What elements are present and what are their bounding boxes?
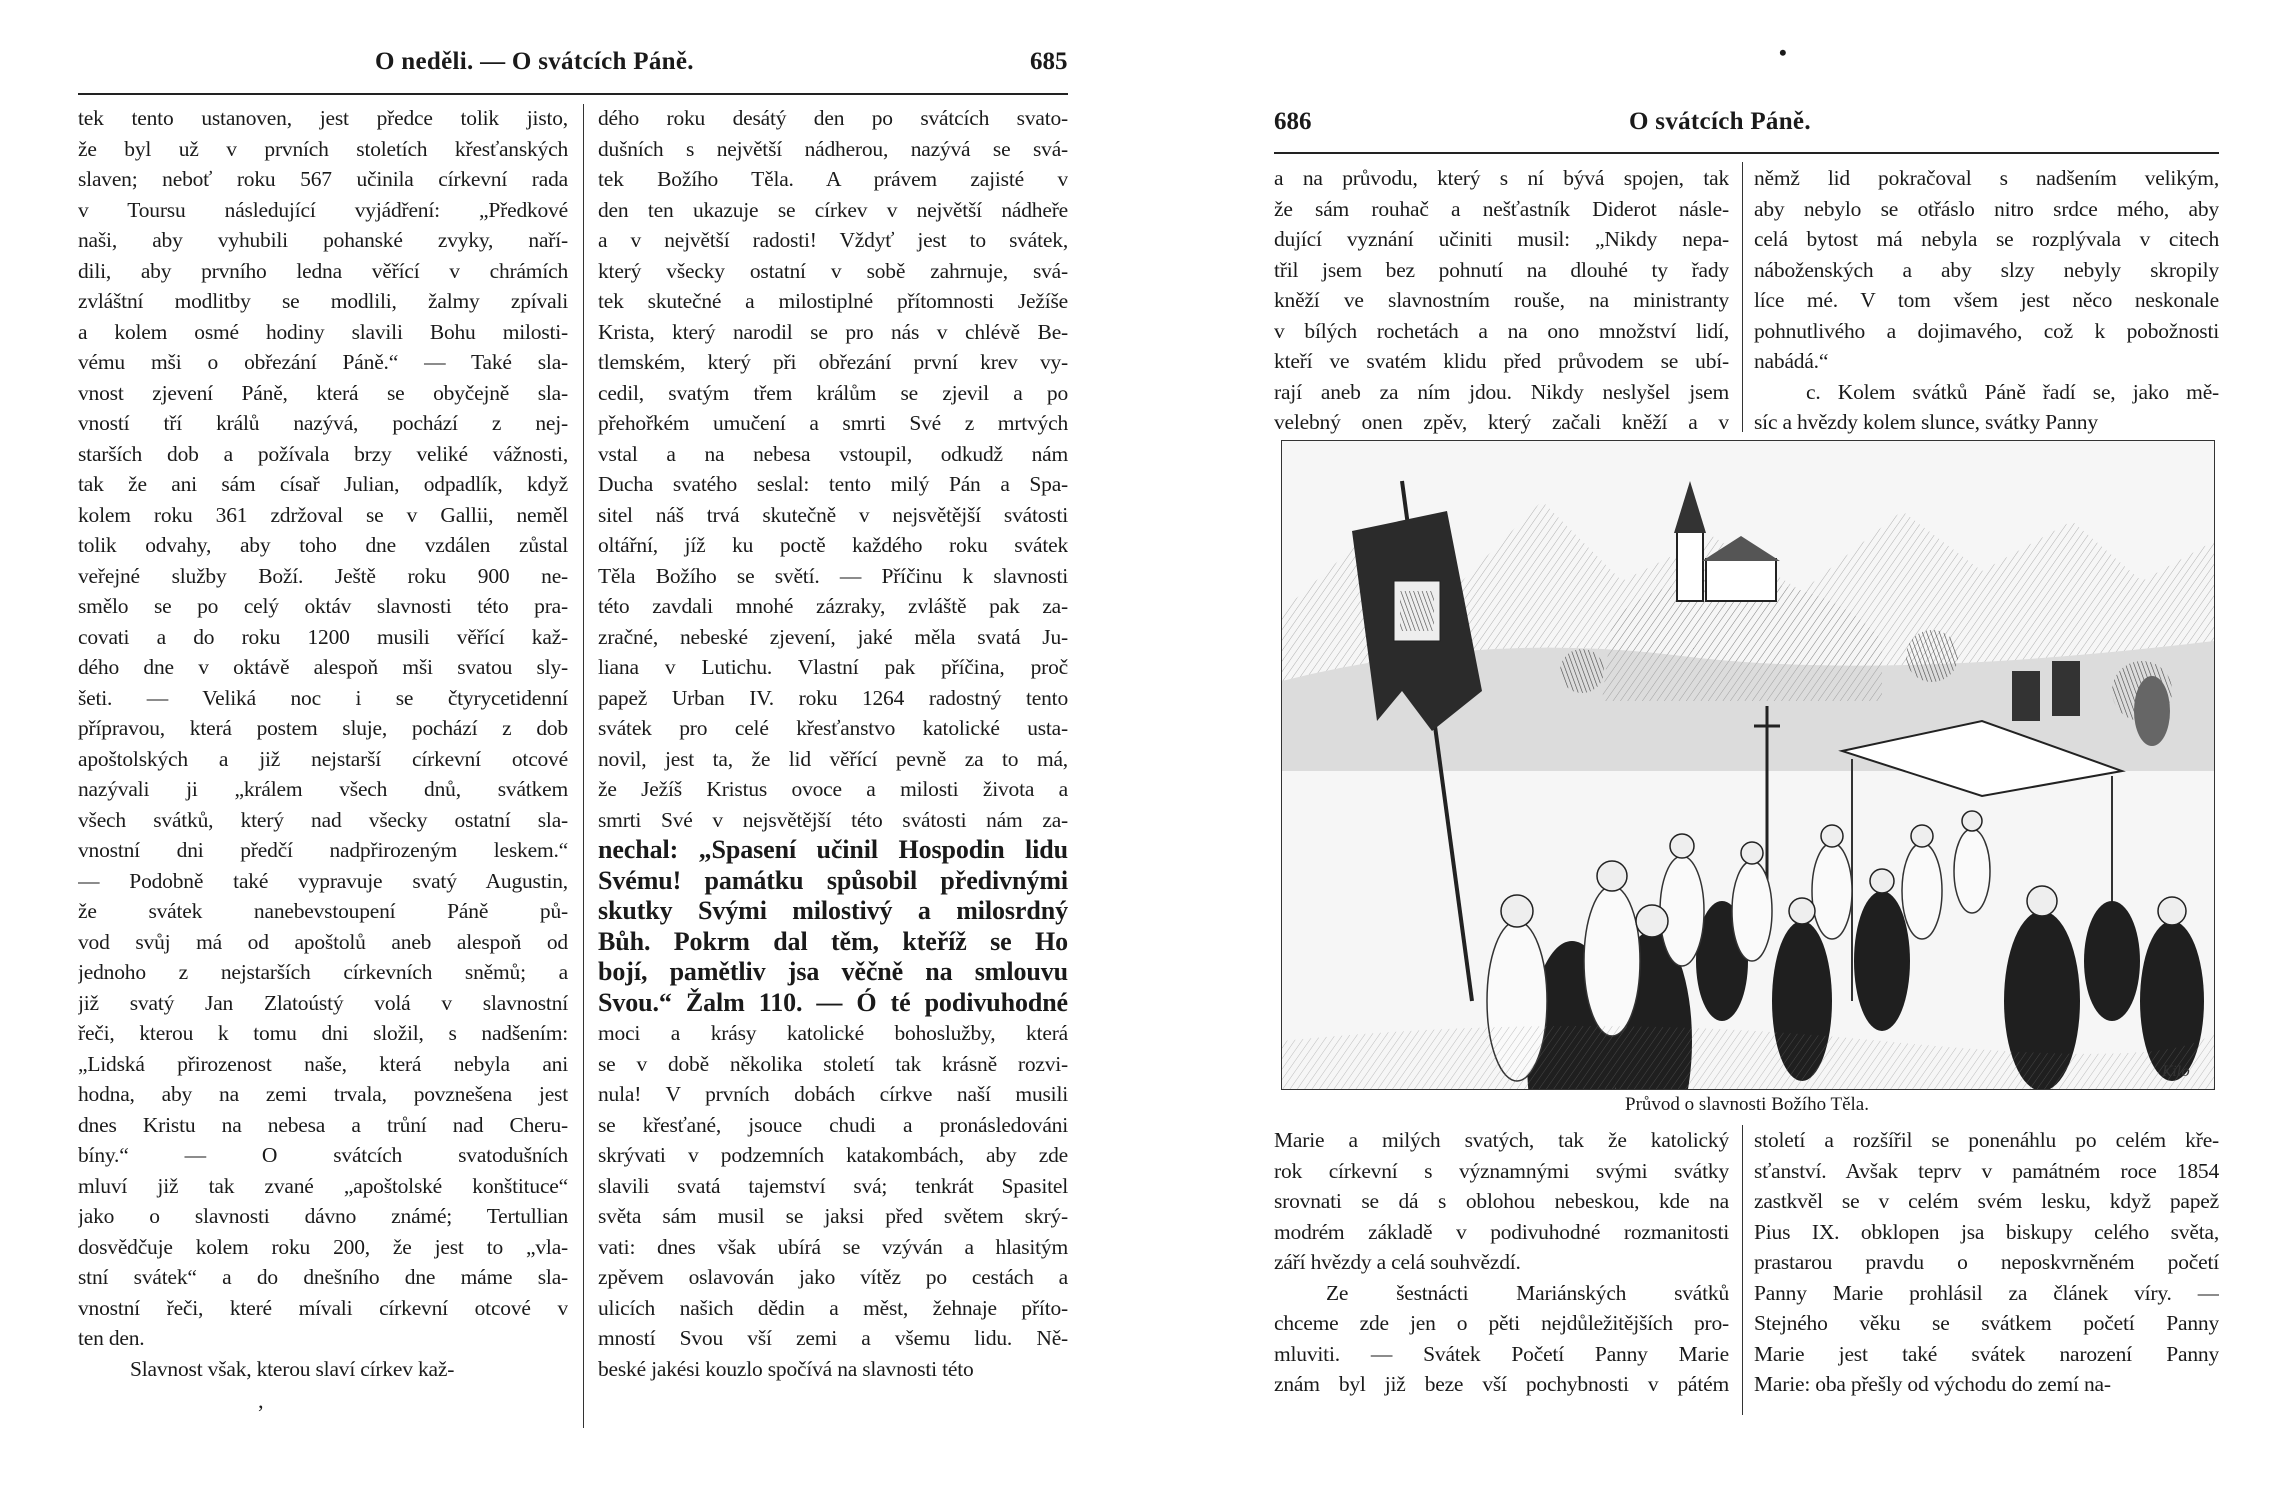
text-line: c. Kolem svátků Páně řadí se, jako mě- [1806, 379, 2219, 404]
text-line: němž lid pokračoval s nadšením velikým, [1754, 166, 2219, 190]
text-line: dého roku desátý den po svátcích svato- [598, 106, 1068, 130]
text-line: moci a krásy katolické bohoslužby, která [598, 1021, 1068, 1045]
text-line: vnostní dni předčí nadpřirozeným leskem.“ [78, 838, 568, 862]
text-line: se křesťané, jsouce chudi a pronásledováni [598, 1112, 1068, 1137]
text-line: Bůh. Pokrm dal těm, kteříž se Ho [598, 926, 1068, 956]
text-line: Svou.“ Žalm 110. — Ó té podivuhodné [598, 987, 1068, 1017]
text-line: skutky Svými milostivý a milosrdný [598, 896, 1068, 925]
text-line: v bílých rochetách a na ono množství lidí, [1274, 318, 1729, 343]
text-line: naši, aby vyhubili pohanské zvyky, naří- [78, 228, 568, 252]
text-line: tlemském, který při obřezání první krev vy- [598, 350, 1068, 374]
text-line: Těla Božího se světí. — Příčinu k slavnosti [598, 563, 1068, 588]
text-line: prastarou pravdu o neposkvrněném početí [1754, 1250, 2219, 1274]
text-line: tek Božího Těla. A právem zajisté v [598, 167, 1068, 191]
text-line: tek tento ustanoven, jest předce tolik jisto, [78, 106, 568, 130]
text-line: mností Svou vší zemi a všemu lidu. Ně- [598, 1326, 1068, 1350]
text-line: dující vyznání učiniti musil: „Nikdy nepa- [1274, 227, 1729, 251]
header-rule-right [1274, 152, 2219, 154]
text-line: mluví již tak zvané „apoštolské konštituce“ [78, 1173, 568, 1198]
text-line: zračné, nebeské zjevení, jaké měla svatá Ju- [598, 624, 1068, 649]
text-line: a na průvodu, který s ní bývá spojen, tak [1274, 166, 1729, 190]
text-line: kolem roku 361 zdržoval se v Gallii, neměl [78, 502, 568, 527]
text-line: který všecky ostatní v sobě zahrnuje, svá- [598, 258, 1068, 283]
page-number-left: 685 [1030, 48, 1068, 75]
text-line: sitel náš trvá skutečně v nejsvětější svátosti [598, 502, 1068, 527]
text-line: vati: dnes však ubírá se vzýván a hlasitým [598, 1234, 1068, 1259]
text-line: vstal a na nebesa vstoupil, odkudž nám [598, 441, 1068, 466]
text-line: Svému! památku spůsobil předivnými [598, 865, 1068, 895]
text-column-right-bottom-1 [1274, 1125, 1729, 1400]
text-line: již svatý Jan Zlatoústý volá v slavnostní [78, 990, 568, 1015]
header-rule-left [78, 93, 1068, 95]
text-line: vností tří králů nazývá, pochází z nej- [78, 411, 568, 435]
text-line: kněží ve slavnostním rouše, na ministranty [1274, 288, 1729, 312]
text-line: den ten ukazuje se církev v největší nádheře [598, 197, 1068, 222]
text-line: vod svůj má od apoštolů aneb alespoň od [78, 929, 568, 954]
text-line: této zavdali mnohé zázraky, zvláště pak za- [598, 594, 1068, 618]
column-divider-left [583, 104, 584, 1428]
text-line: bíny.“ — O svátcích svatodušních [78, 1143, 568, 1167]
text-line: rok církevní s významnými svými svátky [1274, 1158, 1729, 1183]
text-line: Marie jest také svátek narození Panny [1754, 1341, 2219, 1366]
page-number-right: 686 [1274, 108, 1312, 135]
text-line: tolik odvahy, aby toho dne vzdálen zůstal [78, 533, 568, 557]
text-line: tak že ani sám císař Julian, odpadlík, když [78, 472, 568, 496]
text-line: papež Urban IV. roku 1264 radostný tento [598, 685, 1068, 710]
column-divider-right-top [1742, 162, 1743, 432]
text-line: jako o slavnosti dávno známé; Tertullian [78, 1204, 568, 1228]
text-line: apoštolských a již nejstarší církevní otcové [78, 746, 568, 771]
text-line: rají aneb za ním jdou. Nikdy neslyšel jsem [1274, 379, 1729, 404]
text-line: dého dne v oktávě alespoň mši svatou sly- [78, 655, 568, 679]
text-line: a kolem osmé hodiny slavili Bohu milosti- [78, 319, 568, 344]
text-line: že svátek nanebevstoupení Páně pů- [78, 899, 568, 923]
text-line: líce mé. V tom všem jest něco neskonale [1754, 288, 2219, 312]
figure-caption: Průvod o slavnosti Božího Těla. [1625, 1094, 1869, 1115]
text-line: nula! V prvních dobách církve naší musili [598, 1082, 1068, 1106]
text-line: vnostní řeči, které mívali církevní otcové v [78, 1295, 568, 1320]
text-line: liana v Lutichu. Vlastní pak příčina, proč [598, 655, 1068, 679]
text-line: Ducha svatého seslal: tento milý Pán a Spa- [598, 472, 1068, 496]
text-line: stní svátek“ a do dnešního dne máme sla- [78, 1265, 568, 1289]
svg-text:Kilo: Kilo [2162, 1064, 2190, 1080]
text-line: září hvězdy a celá souhvězdí. [1274, 1250, 1521, 1274]
procession-illustration [1282, 441, 2214, 1089]
text-line: dili, aby prvního ledna věřící v chrámích [78, 258, 568, 283]
text-line: dnes Kristu na nebesa a trůní nad Cheru- [78, 1112, 568, 1137]
text-line: modrém základě v podivuhodné rozmanitosti [1274, 1219, 1729, 1244]
text-line: zvláštní modlitby se modlili, žalmy zpívali [78, 289, 568, 313]
text-line: Stejného věku se svátkem početí Panny [1754, 1311, 2219, 1335]
text-line: že byl už v prvních stoletích křesťanských [78, 136, 568, 161]
text-line: covati a do roku 1200 musili věřící kaž- [78, 624, 568, 649]
text-line: šeti. — Veliká noc i se čtyrycetidenní [78, 685, 568, 710]
text-column-right-top-1 [1274, 163, 1729, 438]
text-line: celá bytost má nebyla se rozplývala v citech [1754, 227, 2219, 251]
text-line: přípravou, která postem sluje, pochází z dob [78, 716, 568, 740]
text-column-right-bottom-2 [1754, 1125, 2219, 1400]
text-line: světa sám musil se jaksi před světem skrý- [598, 1204, 1068, 1228]
text-line: vnost zjevení Páně, která se obyčejně sla- [78, 380, 568, 405]
text-line: dosvědčuje kolem roku 200, že jest to „vla- [78, 1234, 568, 1259]
text-line: jednoho z nejstarších církevních sněmů; a [78, 960, 568, 984]
text-line: pohnutlivého a dojimavého, což k pobožnosti [1754, 318, 2219, 343]
text-line: vému mši o obřezání Páně.“ — Také sla- [78, 350, 568, 374]
text-line: ten den. [78, 1326, 145, 1350]
running-head-right: O svátcích Páně. [1629, 108, 1811, 135]
text-line: smělo se po celý oktáv slavnosti této pra- [78, 594, 568, 618]
print-speck: • [1779, 40, 1787, 65]
right-page [1139, 0, 2278, 1500]
text-line: novil, jest ta, že lid věřící pevně za to má, [598, 746, 1068, 771]
text-line: slavili svatá tajemství svá; tenkrát Spasitel [598, 1173, 1068, 1198]
text-line: nazývali ji „králem všech dnů, svátkem [78, 777, 568, 801]
text-line: Panny Marie prohlásil za článek víry. — [1754, 1280, 2219, 1305]
column-divider-right-bottom [1742, 1125, 1743, 1415]
text-line: zastkvěl se v celém svém lesku, když papež [1754, 1189, 2219, 1213]
text-line: cedil, svatým třem králům se zjevil a po [598, 380, 1068, 405]
text-column-right-top-2 [1754, 163, 2219, 438]
text-line: — Podobně také vypravuje svatý Augustin, [78, 868, 568, 893]
text-line: že sám rouhač a nešťastník Diderot násle- [1274, 196, 1729, 221]
text-line: Marie a milých svatých, tak že katolický [1274, 1128, 1729, 1152]
text-line: srovnati se dá s oblohou nebeskou, kde na [1274, 1189, 1729, 1213]
text-line: přehořkém umučení a smrti Své z mrtvých [598, 411, 1068, 435]
text-line: síc a hvězdy kolem slunce, svátky Panny [1754, 410, 2098, 434]
text-line: bojí, pamětliv jsa věčně na smlouvu [598, 957, 1068, 986]
text-line: hodna, aby na zemi trvala, povznešena jest [78, 1082, 568, 1106]
text-line: dušních s největší nádherou, nazývá se svá- [598, 136, 1068, 161]
text-line: sťanství. Avšak teprv v památném roce 1854 [1754, 1158, 2219, 1183]
text-line: zpěvem oslavován jako vítěz po cestách a [598, 1265, 1068, 1289]
text-line: se v době několika století tak krásně rozvi- [598, 1051, 1068, 1076]
text-line: Krista, který narodil se pro nás v chlévě Be- [598, 319, 1068, 344]
text-line: Marie: oba přešly od východu do zemí na- [1754, 1372, 2111, 1396]
text-line: třil jsem bez pohnutí na dlouhé ty řady [1274, 257, 1729, 282]
text-line: v Toursu následující vyjádření: „Předkové [78, 197, 568, 222]
text-line: řeči, kterou k tomu dni složil, s nadšením: [78, 1021, 568, 1045]
text-line: Pius IX. obklopen jsa biskupy celého světa, [1754, 1219, 2219, 1244]
text-line: slaven; neboť roku 567 učinila církevní rada [78, 167, 568, 191]
text-line: veřejné služby Boží. Ještě roku 900 ne- [78, 563, 568, 588]
text-line: chceme zde jen o pěti nejdůležitějších pro- [1274, 1311, 1729, 1335]
text-line: aby nebylo se otřáslo nitro srdce mého, aby [1754, 196, 2219, 221]
text-line: všech svátků, který nad všecky ostatní sla- [78, 807, 568, 832]
text-column-left-1 [78, 103, 568, 1384]
print-speck: ‚ [257, 1388, 265, 1413]
text-line: tek skutečné a milostiplné přítomnosti Ježíše [598, 289, 1068, 313]
text-line: beské jakési kouzlo spočívá na slavnosti této [598, 1356, 974, 1381]
text-line: znám byl již beze vší pochybnosti v pátém [1274, 1372, 1729, 1396]
text-line: svátek pro celé křesťanstvo katolické usta- [598, 716, 1068, 740]
text-line: smrti Své v nejsvětější této svátosti nám za- [598, 807, 1068, 832]
text-column-left-2 [598, 103, 1068, 1384]
text-line: Ze šestnácti Mariánských svátků [1326, 1280, 1729, 1305]
text-line: oltářní, jíž ku poctě každého roku svátek [598, 533, 1068, 557]
text-line: starších dob a požívala brzy veliké vážnosti, [78, 441, 568, 466]
text-line: velebný onen zpěv, který začali kněží a v [1274, 410, 1729, 434]
procession-engraving [1281, 440, 2215, 1090]
running-head-left: O neděli. — O svátcích Páně. [375, 48, 694, 75]
text-line: že Ježíš Kristus ovoce a milosti života a [598, 777, 1068, 801]
text-line: skrývati v podzemních katakombách, aby zde [598, 1143, 1068, 1167]
text-line: „Lidská přirozenost naše, která nebyla ani [78, 1051, 568, 1076]
text-line: nabádá.“ [1754, 349, 1829, 373]
text-line: náboženských a aby slzy nebyly skropily [1754, 257, 2219, 282]
text-line: mluviti. — Svátek Početí Panny Marie [1274, 1341, 1729, 1366]
text-line: Slavnost však, kterou slaví církev kaž- [130, 1356, 455, 1381]
text-line: ulicích našich dědin a měst, žehnaje příto- [598, 1295, 1068, 1320]
text-line: kteří ve svatém klidu před průvodem se ubí- [1274, 349, 1729, 373]
text-line: století a rozšířil se ponenáhlu po celém kře- [1754, 1128, 2219, 1152]
text-line: nechal: „Spasení učinil Hospodin lidu [598, 835, 1068, 864]
text-line: a v největší radosti! Vždyť jest to svátek, [598, 228, 1068, 252]
